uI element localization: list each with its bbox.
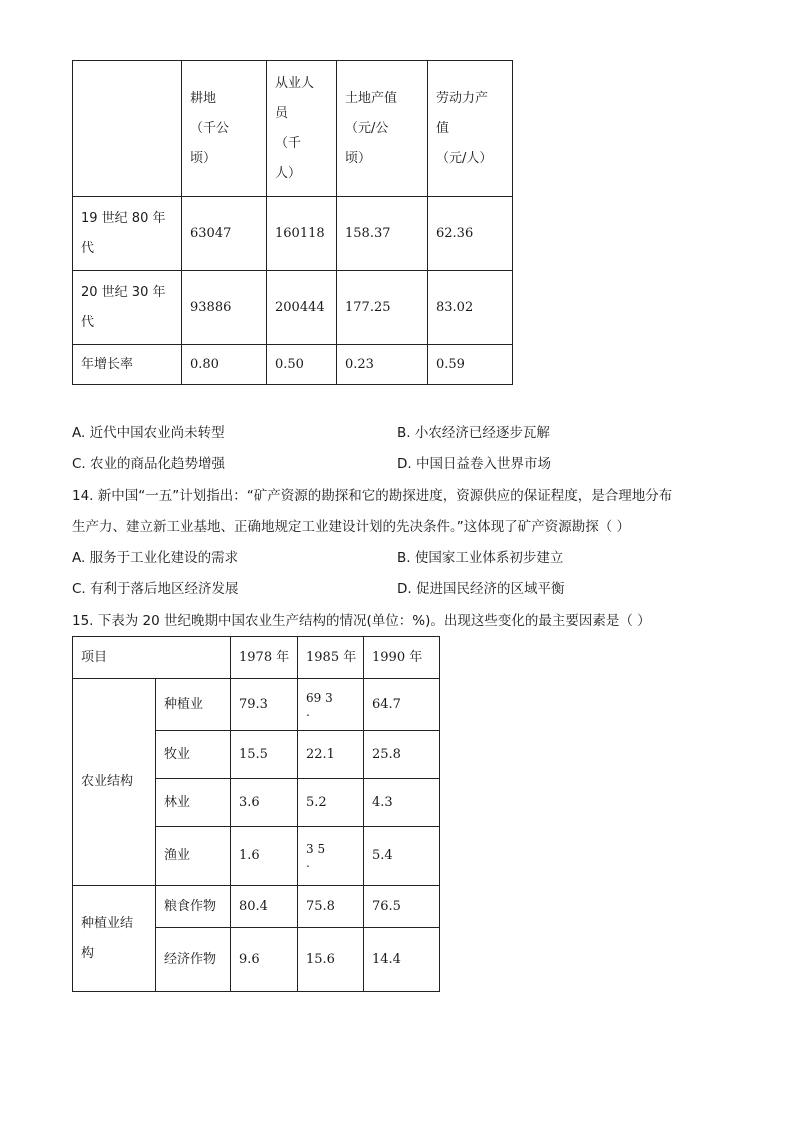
table-cell: 0.59: [428, 345, 513, 385]
table-cell: 1.6: [231, 827, 298, 886]
table-cell: 93886: [182, 271, 267, 345]
table-cell: 75.8: [298, 886, 364, 928]
q13-option-d[interactable]: D. 中国日益卷入世界市场: [397, 456, 551, 472]
table-cell: 200444: [267, 271, 337, 345]
row-label: 20 世纪 30 年 代: [73, 271, 182, 345]
table-row: [73, 679, 440, 731]
table-cell: 5.2: [298, 779, 364, 827]
table-cell: 3.6: [231, 779, 298, 827]
row-label: 种植业: [156, 679, 231, 731]
table-cell: 0.50: [267, 345, 337, 385]
table-cell: 158.37: [337, 197, 428, 271]
table-header-cell: 1978 年: [231, 637, 298, 679]
row-label: 牧业: [156, 731, 231, 779]
table-cell: 62.36: [428, 197, 513, 271]
table-header-cell: 项目: [73, 637, 231, 679]
table-header-cell: 耕地 （千公 顷）: [182, 61, 267, 197]
table-cell: 79.3: [231, 679, 298, 731]
q14-option-b[interactable]: B. 使国家工业体系初步建立: [397, 550, 564, 566]
table-header-cell: 1990 年: [364, 637, 440, 679]
table-row: [73, 271, 513, 345]
table-cell: 0.23: [337, 345, 428, 385]
group-label: 种植业结 构: [73, 886, 156, 992]
table-cell: 0.80: [182, 345, 267, 385]
table-cell: 15.5: [231, 731, 298, 779]
q15-stem: 15. 下表为 20 世纪晚期中国农业生产结构的情况(单位：%)。出现这些变化的最主要因素是（ ）: [72, 613, 651, 629]
row-label: 19 世纪 80 年 代: [73, 197, 182, 271]
row-label: 渔业: [156, 827, 231, 886]
table-header-cell: 1985 年: [298, 637, 364, 679]
table-cell: 5.4: [364, 827, 440, 886]
table-cell: 4.3: [364, 779, 440, 827]
q14-option-c[interactable]: C. 有利于落后地区经济发展: [72, 581, 239, 597]
q14-stem-line2: 生产力、建立新工业基地、正确地规定工业建设计划的先决条件。”这体现了矿产资源勘探（ ）: [72, 519, 631, 535]
table-header-cell: 劳动力产 值 （元/人）: [428, 61, 513, 197]
table-cell: 64.7: [364, 679, 440, 731]
table-cell: 76.5: [364, 886, 440, 928]
table-cell: 83.02: [428, 271, 513, 345]
table-cell: 15.6: [298, 928, 364, 992]
table-cell: 3 5 .: [298, 827, 364, 886]
agriculture-output-table: [72, 60, 513, 385]
q13-option-c[interactable]: C. 农业的商品化趋势增强: [72, 456, 226, 472]
table-cell: 22.1: [298, 731, 364, 779]
table-row: [73, 886, 440, 928]
table-header-row: [73, 637, 440, 679]
table-cell: 80.4: [231, 886, 298, 928]
row-label: 粮食作物: [156, 886, 231, 928]
table-cell: 160118: [267, 197, 337, 271]
table-cell: 25.8: [364, 731, 440, 779]
table-row: [73, 197, 513, 271]
table-cell: 9.6: [231, 928, 298, 992]
table-header-cell: 从业人 员 （千 人）: [267, 61, 337, 197]
q14-option-d[interactable]: D. 促进国民经济的区域平衡: [397, 581, 565, 597]
q14-option-a[interactable]: A. 服务于工业化建设的需求: [72, 550, 239, 566]
q13-option-b[interactable]: B. 小农经济已经逐步瓦解: [397, 425, 550, 441]
agriculture-structure-table: [72, 636, 440, 992]
q14-stem-line1: 14. 新中国“一五”计划指出：“矿产资源的勘探和它的勘探进度，资源供应的保证程度，是合理地分布: [72, 488, 673, 504]
q13-option-a[interactable]: A. 近代中国农业尚未转型: [72, 425, 225, 441]
row-label: 年增长率: [73, 345, 182, 385]
table-cell: 63047: [182, 197, 267, 271]
table-cell: 69 3 .: [298, 679, 364, 731]
table-cell: 177.25: [337, 271, 428, 345]
table-cell: 14.4: [364, 928, 440, 992]
row-label: 林业: [156, 779, 231, 827]
table-header-cell: 土地产值 （元/公 顷）: [337, 61, 428, 197]
row-label: 经济作物: [156, 928, 231, 992]
table-header-row: [73, 61, 513, 197]
group-label: 农业结构: [73, 679, 156, 886]
table-header-cell: [73, 61, 182, 197]
table-row: [73, 345, 513, 385]
